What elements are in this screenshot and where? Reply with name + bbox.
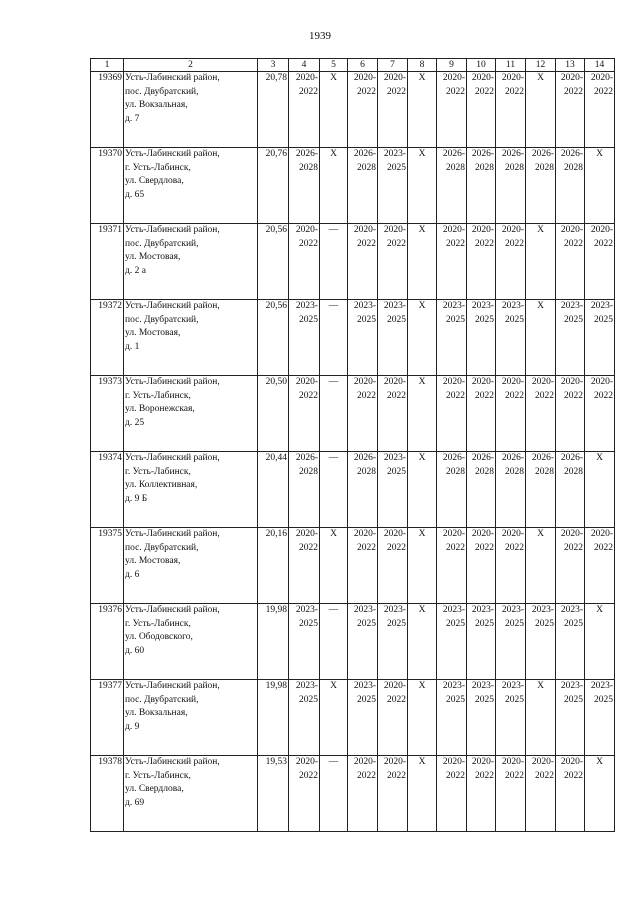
area-cell: 20,78 bbox=[258, 72, 289, 148]
period-cell-12: X bbox=[526, 224, 556, 300]
column-header-3: 3 bbox=[258, 59, 289, 72]
mark-cell-5: X bbox=[320, 528, 348, 604]
period-cell-12: X bbox=[526, 528, 556, 604]
period-cell-7: 2020- 2022 bbox=[378, 224, 408, 300]
period-cell-9: 2020- 2022 bbox=[437, 72, 467, 148]
period-cell-7: 2020- 2022 bbox=[378, 528, 408, 604]
column-header-10: 10 bbox=[467, 59, 496, 72]
period-cell-6: 2020- 2022 bbox=[348, 224, 378, 300]
period-cell-12: 2020- 2022 bbox=[526, 756, 556, 832]
period-cell-7: 2023- 2025 bbox=[378, 148, 408, 224]
period-cell-11: 2020- 2022 bbox=[496, 224, 526, 300]
record-number: 19371 bbox=[91, 224, 124, 300]
column-header-13: 13 bbox=[556, 59, 585, 72]
period-cell-4: 2020- 2022 bbox=[289, 376, 320, 452]
area-cell: 19,98 bbox=[258, 604, 289, 680]
mark-cell-5: X bbox=[320, 680, 348, 756]
period-cell-13: 2020- 2022 bbox=[556, 528, 585, 604]
period-cell-10: 2020- 2022 bbox=[467, 72, 496, 148]
period-cell-6: 2026- 2028 bbox=[348, 452, 378, 528]
period-cell-4: 2023- 2025 bbox=[289, 604, 320, 680]
period-cell-9: 2020- 2022 bbox=[437, 528, 467, 604]
address-cell: Усть-Лабинский район, г. Усть-Лабинск, ул. Воронежская, д. 25 bbox=[124, 376, 258, 452]
period-cell-13: 2020- 2022 bbox=[556, 756, 585, 832]
table-row bbox=[91, 148, 615, 224]
area-cell: 19,98 bbox=[258, 680, 289, 756]
area-cell: 20,44 bbox=[258, 452, 289, 528]
table-row bbox=[91, 300, 615, 376]
period-cell-12: X bbox=[526, 72, 556, 148]
address-cell: Усть-Лабинский район, г. Усть-Лабинск, ул. Свердлова, д. 65 bbox=[124, 148, 258, 224]
record-number: 19369 bbox=[91, 72, 124, 148]
period-cell-13: 2026- 2028 bbox=[556, 148, 585, 224]
column-header-6: 6 bbox=[348, 59, 378, 72]
period-cell-11: 2023- 2025 bbox=[496, 680, 526, 756]
period-cell-9: 2023- 2025 bbox=[437, 680, 467, 756]
period-cell-11: 2023- 2025 bbox=[496, 604, 526, 680]
period-cell-10: 2023- 2025 bbox=[467, 680, 496, 756]
area-cell: 20,50 bbox=[258, 376, 289, 452]
mark-cell-8: X bbox=[408, 300, 437, 376]
column-header-2: 2 bbox=[124, 59, 258, 72]
mark-cell-5: — bbox=[320, 452, 348, 528]
period-cell-4: 2023- 2025 bbox=[289, 680, 320, 756]
period-cell-10: 2023- 2025 bbox=[467, 300, 496, 376]
period-cell-13: 2026- 2028 bbox=[556, 452, 585, 528]
period-cell-14: 2020- 2022 bbox=[585, 528, 615, 604]
period-cell-11: 2020- 2022 bbox=[496, 756, 526, 832]
column-header-12: 12 bbox=[526, 59, 556, 72]
period-cell-4: 2020- 2022 bbox=[289, 72, 320, 148]
period-cell-7: 2020- 2022 bbox=[378, 72, 408, 148]
period-cell-14: 2020- 2022 bbox=[585, 72, 615, 148]
table-row bbox=[91, 224, 615, 300]
mark-cell-5: X bbox=[320, 148, 348, 224]
period-cell-11: 2020- 2022 bbox=[496, 528, 526, 604]
period-cell-9: 2026- 2028 bbox=[437, 452, 467, 528]
period-cell-13: 2020- 2022 bbox=[556, 72, 585, 148]
mark-cell-8: X bbox=[408, 452, 437, 528]
period-cell-9: 2020- 2022 bbox=[437, 224, 467, 300]
column-header-4: 4 bbox=[289, 59, 320, 72]
period-cell-6: 2023- 2025 bbox=[348, 680, 378, 756]
address-cell: Усть-Лабинский район, г. Усть-Лабинск, ул. Коллективная, д. 9 Б bbox=[124, 452, 258, 528]
period-cell-4: 2020- 2022 bbox=[289, 224, 320, 300]
period-cell-10: 2020- 2022 bbox=[467, 528, 496, 604]
period-cell-7: 2023- 2025 bbox=[378, 452, 408, 528]
period-cell-12: 2020- 2022 bbox=[526, 376, 556, 452]
period-cell-14: 2020- 2022 bbox=[585, 224, 615, 300]
period-cell-10: 2026- 2028 bbox=[467, 148, 496, 224]
address-cell: Усть-Лабинский район, г. Усть-Лабинск, ул. Свердлова, д. 69 bbox=[124, 756, 258, 832]
mark-cell-5: — bbox=[320, 224, 348, 300]
table-row bbox=[91, 452, 615, 528]
table-row bbox=[91, 680, 615, 756]
mark-cell-5: — bbox=[320, 604, 348, 680]
period-cell-7: 2020- 2022 bbox=[378, 756, 408, 832]
period-cell-12: X bbox=[526, 680, 556, 756]
period-cell-7: 2020- 2022 bbox=[378, 376, 408, 452]
period-cell-6: 2023- 2025 bbox=[348, 300, 378, 376]
period-cell-13: 2023- 2025 bbox=[556, 300, 585, 376]
table-row bbox=[91, 604, 615, 680]
record-number: 19377 bbox=[91, 680, 124, 756]
period-cell-12: 2026- 2028 bbox=[526, 148, 556, 224]
table-row bbox=[91, 756, 615, 832]
mark-cell-8: X bbox=[408, 72, 437, 148]
mark-cell-5: — bbox=[320, 756, 348, 832]
registry-table bbox=[90, 58, 615, 832]
mark-cell-5: — bbox=[320, 376, 348, 452]
period-cell-6: 2026- 2028 bbox=[348, 148, 378, 224]
period-cell-14: 2023- 2025 bbox=[585, 300, 615, 376]
address-cell: Усть-Лабинский район, пос. Двубратский, ул. Вокзальная, д. 9 bbox=[124, 680, 258, 756]
period-cell-10: 2020- 2022 bbox=[467, 756, 496, 832]
mark-cell-8: X bbox=[408, 756, 437, 832]
column-header-7: 7 bbox=[378, 59, 408, 72]
address-cell: Усть-Лабинский район, пос. Двубратский, ул. Мостовая, д. 2 а bbox=[124, 224, 258, 300]
area-cell: 19,53 bbox=[258, 756, 289, 832]
record-number: 19374 bbox=[91, 452, 124, 528]
period-cell-6: 2023- 2025 bbox=[348, 604, 378, 680]
column-header-11: 11 bbox=[496, 59, 526, 72]
column-header-8: 8 bbox=[408, 59, 437, 72]
period-cell-14: X bbox=[585, 148, 615, 224]
period-cell-13: 2023- 2025 bbox=[556, 680, 585, 756]
period-cell-13: 2020- 2022 bbox=[556, 224, 585, 300]
period-cell-13: 2020- 2022 bbox=[556, 376, 585, 452]
table-row bbox=[91, 376, 615, 452]
registry-body bbox=[91, 72, 615, 832]
period-cell-11: 2026- 2028 bbox=[496, 148, 526, 224]
period-cell-4: 2026- 2028 bbox=[289, 148, 320, 224]
column-header-14: 14 bbox=[585, 59, 615, 72]
period-cell-11: 2020- 2022 bbox=[496, 72, 526, 148]
period-cell-10: 2023- 2025 bbox=[467, 604, 496, 680]
column-header-9: 9 bbox=[437, 59, 467, 72]
period-cell-7: 2023- 2025 bbox=[378, 604, 408, 680]
mark-cell-5: X bbox=[320, 72, 348, 148]
period-cell-14: X bbox=[585, 452, 615, 528]
mark-cell-8: X bbox=[408, 224, 437, 300]
mark-cell-5: — bbox=[320, 300, 348, 376]
mark-cell-8: X bbox=[408, 680, 437, 756]
record-number: 19370 bbox=[91, 148, 124, 224]
period-cell-12: 2026- 2028 bbox=[526, 452, 556, 528]
period-cell-10: 2020- 2022 bbox=[467, 224, 496, 300]
period-cell-6: 2020- 2022 bbox=[348, 528, 378, 604]
period-cell-11: 2023- 2025 bbox=[496, 300, 526, 376]
period-cell-9: 2023- 2025 bbox=[437, 604, 467, 680]
record-number: 19378 bbox=[91, 756, 124, 832]
record-number: 19376 bbox=[91, 604, 124, 680]
period-cell-12: X bbox=[526, 300, 556, 376]
period-cell-10: 2026- 2028 bbox=[467, 452, 496, 528]
record-number: 19375 bbox=[91, 528, 124, 604]
mark-cell-8: X bbox=[408, 528, 437, 604]
table-row bbox=[91, 528, 615, 604]
period-cell-4: 2023- 2025 bbox=[289, 300, 320, 376]
period-cell-9: 2023- 2025 bbox=[437, 300, 467, 376]
period-cell-9: 2026- 2028 bbox=[437, 148, 467, 224]
column-header-1: 1 bbox=[91, 59, 124, 72]
area-cell: 20,56 bbox=[258, 300, 289, 376]
period-cell-14: 2023- 2025 bbox=[585, 680, 615, 756]
period-cell-4: 2026- 2028 bbox=[289, 452, 320, 528]
period-cell-12: 2023- 2025 bbox=[526, 604, 556, 680]
address-cell: Усть-Лабинский район, пос. Двубратский, ул. Мостовая, д. 6 bbox=[124, 528, 258, 604]
period-cell-9: 2020- 2022 bbox=[437, 376, 467, 452]
area-cell: 20,56 bbox=[258, 224, 289, 300]
period-cell-7: 2023- 2025 bbox=[378, 300, 408, 376]
period-cell-11: 2026- 2028 bbox=[496, 452, 526, 528]
period-cell-6: 2020- 2022 bbox=[348, 756, 378, 832]
mark-cell-8: X bbox=[408, 604, 437, 680]
address-cell: Усть-Лабинский район, пос. Двубратский, ул. Мостовая, д. 1 bbox=[124, 300, 258, 376]
period-cell-14: 2020- 2022 bbox=[585, 376, 615, 452]
area-cell: 20,76 bbox=[258, 148, 289, 224]
period-cell-7: 2020- 2022 bbox=[378, 680, 408, 756]
address-cell: Усть-Лабинский район, г. Усть-Лабинск, ул. Ободовского, д. 60 bbox=[124, 604, 258, 680]
area-cell: 20,16 bbox=[258, 528, 289, 604]
record-number: 19372 bbox=[91, 300, 124, 376]
period-cell-6: 2020- 2022 bbox=[348, 376, 378, 452]
period-cell-4: 2020- 2022 bbox=[289, 756, 320, 832]
period-cell-6: 2020- 2022 bbox=[348, 72, 378, 148]
period-cell-4: 2020- 2022 bbox=[289, 528, 320, 604]
period-cell-10: 2020- 2022 bbox=[467, 376, 496, 452]
record-number: 19373 bbox=[91, 376, 124, 452]
table-row bbox=[91, 72, 615, 148]
period-cell-14: X bbox=[585, 756, 615, 832]
period-cell-13: 2023- 2025 bbox=[556, 604, 585, 680]
period-cell-14: X bbox=[585, 604, 615, 680]
address-cell: Усть-Лабинский район, пос. Двубратский, ул. Вокзальная, д. 7 bbox=[124, 72, 258, 148]
mark-cell-8: X bbox=[408, 148, 437, 224]
mark-cell-8: X bbox=[408, 376, 437, 452]
period-cell-11: 2020- 2022 bbox=[496, 376, 526, 452]
header-row bbox=[91, 59, 615, 72]
page-number: 1939 bbox=[309, 30, 331, 42]
period-cell-9: 2020- 2022 bbox=[437, 756, 467, 832]
column-header-5: 5 bbox=[320, 59, 348, 72]
